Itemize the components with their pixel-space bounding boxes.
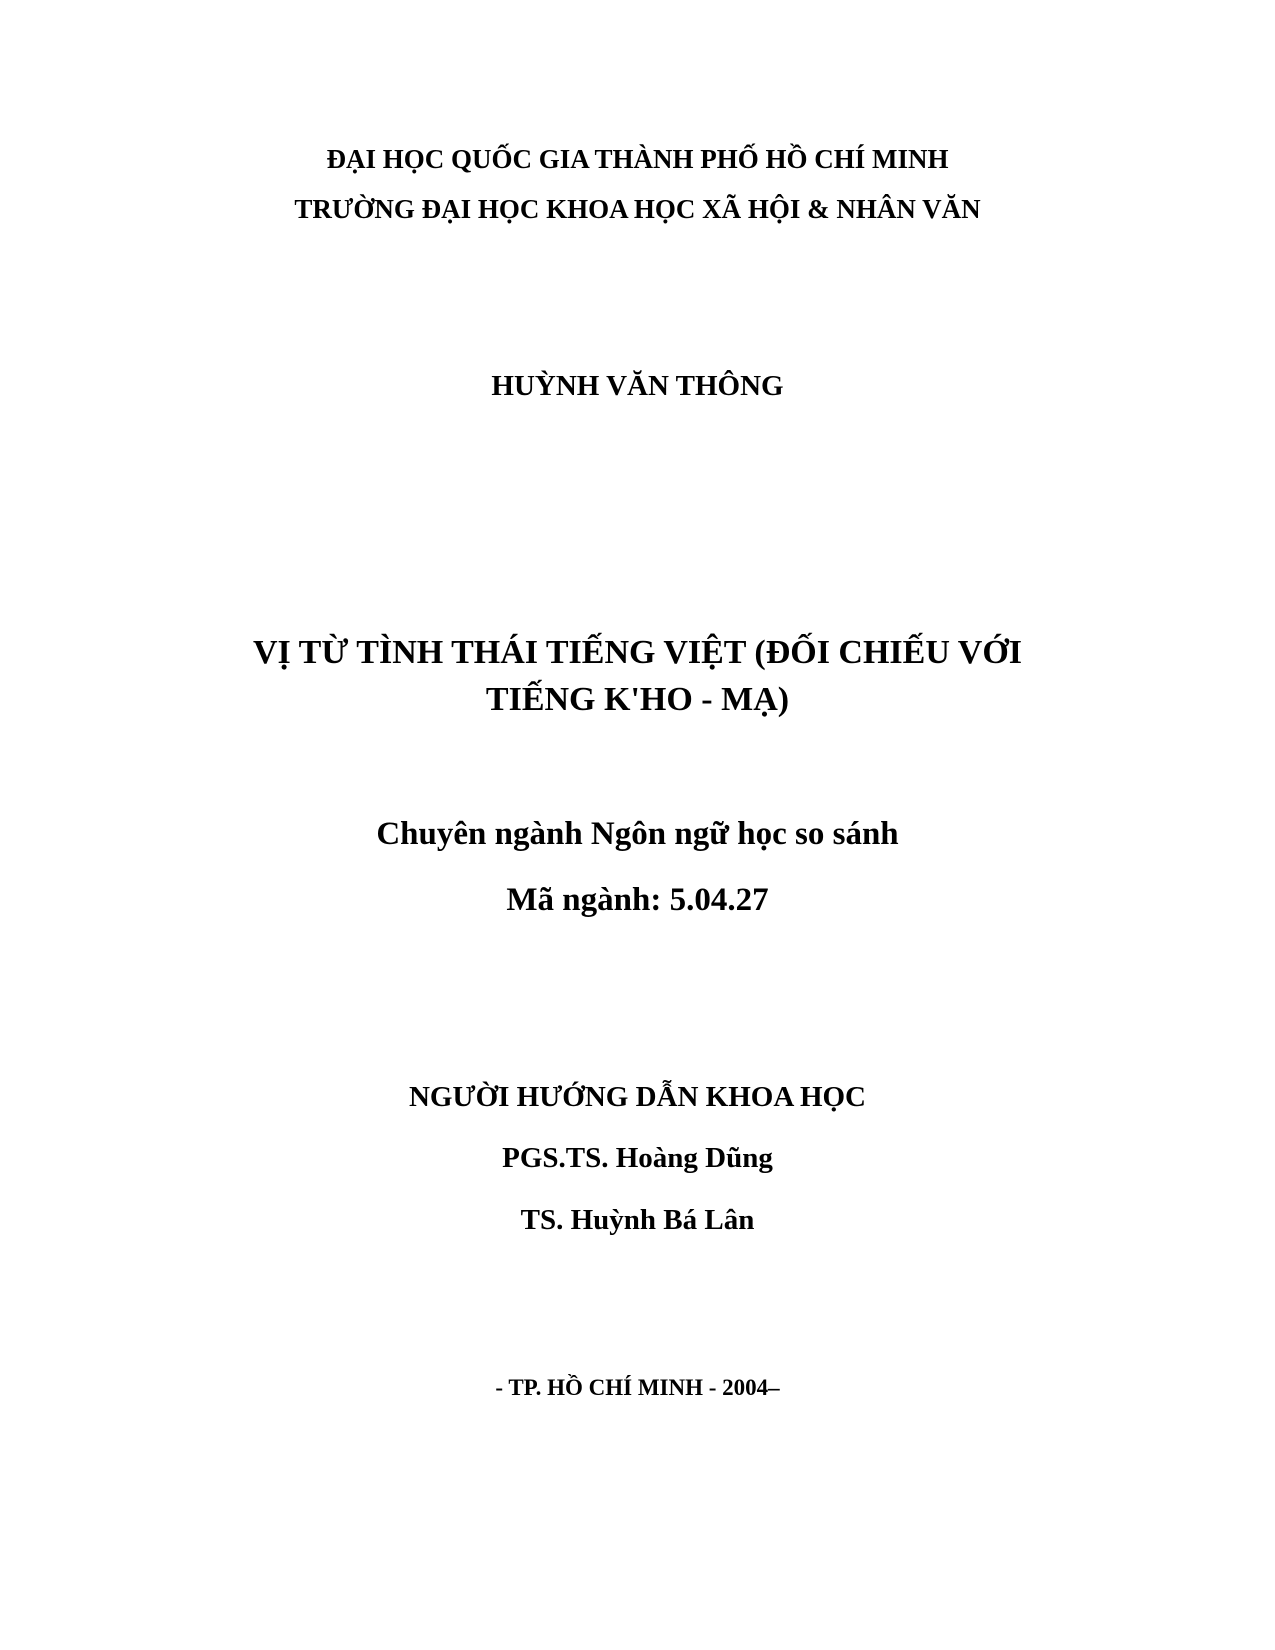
specialization: Chuyên ngành Ngôn ngữ học so sánh (376, 816, 899, 852)
major-code: Mã ngành: 5.04.27 (506, 882, 769, 918)
university-name: ĐẠI HỌC QUỐC GIA THÀNH PHỐ HỒ CHÍ MINH (326, 144, 949, 174)
advisor-name-1: PGS.TS. Hoàng Dũng (502, 1142, 773, 1174)
thesis-title-line-1: VỊ TỪ TÌNH THÁI TIẾNG VIỆT (ĐỐI CHIẾU VỚI (252, 634, 1023, 671)
thesis-title-line-2: TIẾNG K'HO - MẠ) (485, 681, 790, 718)
school-name: TRƯỜNG ĐẠI HỌC KHOA HỌC XÃ HỘI & NHÂN VĂN (294, 194, 981, 224)
advisor-heading: NGƯỜI HƯỚNG DẪN KHOA HỌC (408, 1081, 867, 1113)
author-name: HUỲNH VĂN THÔNG (491, 370, 784, 402)
place-year: - TP. HỒ CHÍ MINH - 2004– (495, 1375, 780, 1400)
advisor-name-2: TS. Huỳnh Bá Lân (520, 1204, 755, 1236)
